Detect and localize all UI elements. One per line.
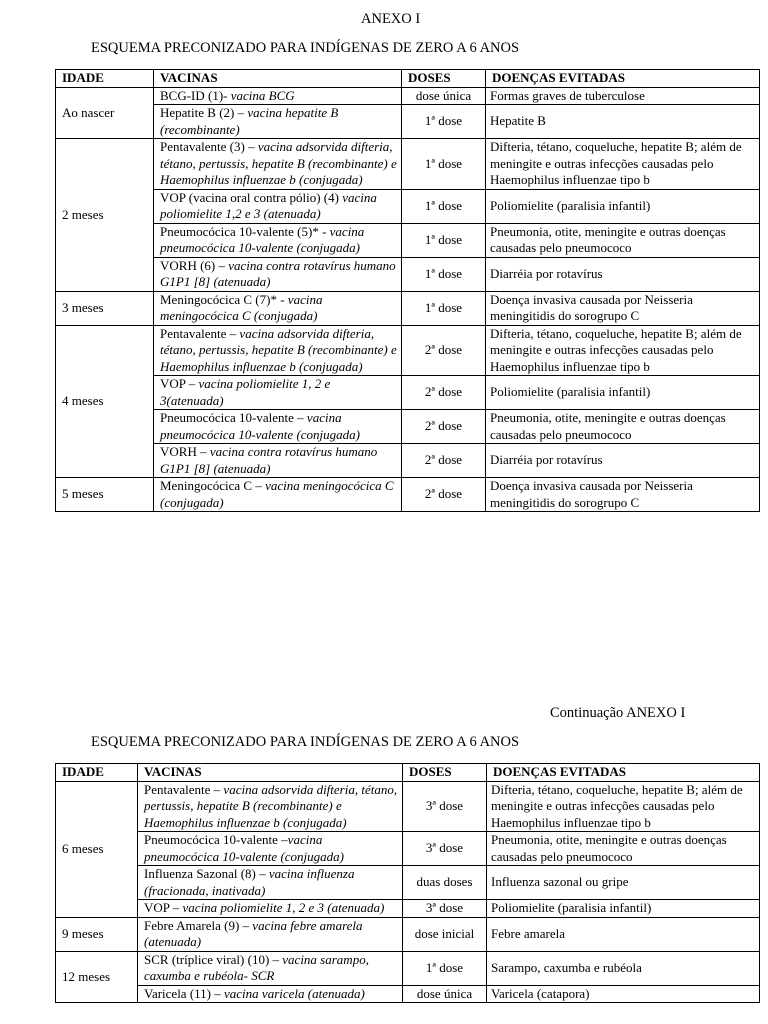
table-row [56,985,760,1003]
age-cell: 4 meses [56,325,154,478]
vaccine-description: vacina sarampo, caxumba e rubéola- SCR [144,951,369,983]
vaccine-name: Meningocócica C – [160,478,266,493]
dose-cell: 3ª dose [403,781,487,832]
diseases-cell: Pneumonia, otite, meningite e outras doenças causadas pelo pneumococo [486,223,760,257]
table-row [56,189,760,223]
vaccine-cell [154,189,402,223]
table-row [56,139,760,190]
vaccine-cell [154,291,402,325]
vaccine-description: vacina febre amarela (atenuada) [144,917,363,949]
vaccine-cell [154,444,402,478]
vaccine-name: SCR (tríplice viral) (10) – [144,951,283,967]
vaccine-description: vacina BCG [230,87,295,103]
table-row [56,376,760,410]
vaccine-name: Pentavalente (3) – [160,139,258,154]
vaccine-name: BCG-ID (1)- [160,87,231,103]
vaccine-description: vacina poliomielite 1, 2 e 3(atenuada) [160,376,331,408]
vaccine-name: Varicela (11) – [144,985,225,1001]
dose-cell: duas doses [403,866,487,900]
vaccine-description: vacina influenza (fracionada, inativada) [144,866,355,898]
dose-cell: 1ª dose [403,951,487,985]
vaccine-description: vacina hepatite B (recombinante) [160,105,339,137]
vaccine-description: vacina pneumocócica 10-valente (conjugada) [144,832,344,864]
diseases-cell: Pneumonia, otite, meningite e outras doenças causadas pelo pneumococo [487,832,760,866]
vaccine-name: Hepatite B (2) – [160,105,248,120]
vaccine-cell [154,325,402,376]
table-row [56,917,760,951]
table-row [56,832,760,866]
diseases-cell: Difteria, tétano, coqueluche, hepatite B; além de meningite e outras infecções causadas pelo Haemophilus influenzae tipo b [486,139,760,190]
table-row [56,478,760,512]
table-row [56,866,760,900]
diseases-cell: Doença invasiva causada por Neisseria meningitidis do sorogrupo C [486,478,760,512]
vaccine-name: Pneumocócica 10-valente – [144,832,288,847]
table-row [56,410,760,444]
vaccine-description: vacina adsorvida difteria, tétano, pertussis, hepatite B (recombinante) e Haemophilus influenzae b (conjugada) [160,139,397,187]
diseases-cell: Difteria, tétano, coqueluche, hepatite B; além de meningite e outras infecções causadas pelo Haemophilus influenzae tipo b [486,325,760,376]
vaccine-name: VOP – [160,376,199,391]
vaccine-description: vacina varicela (atenuada) [224,985,365,1001]
vaccine-name: Meningocócica C (7)* - [160,291,288,307]
diseases-cell: Diarréia por rotavírus [486,257,760,291]
vaccine-cell [154,223,402,257]
table2-heading: ESQUEMA PRECONIZADO PARA INDÍGENAS DE ZERO A 6 ANOS [91,734,520,750]
header-doses: DOSES [403,764,487,782]
table-row [56,781,760,832]
vaccine-description: vacina poliomielite 1, 2 e 3 (atenuada) [182,900,385,915]
header-vacinas: VACINAS [138,764,403,782]
vaccine-description: vacina adsorvida difteria, tétano, pertussis, hepatite B (recombinante) e Haemophilus influenzae b (conjugada) [144,781,398,830]
dose-cell: 1ª dose [402,189,486,223]
dose-cell: 1ª dose [402,291,486,325]
vaccine-name: Pneumocócica 10-valente (5)* - [160,223,330,239]
header-idade: IDADE [56,70,154,88]
diseases-cell: Febre amarela [487,917,760,951]
vaccine-description: vacina adsorvida difteria, tétano, pertussis, hepatite B (recombinante) e Haemophilus influenzae b (conjugada) [160,325,397,374]
table-row [56,325,760,376]
dose-cell: dose única [403,985,487,1003]
table-row [56,951,760,985]
diseases-cell: Varicela (catapora) [487,985,760,1003]
dose-cell: 2ª dose [402,478,486,512]
header-doencas: DOENÇAS EVITADAS [487,764,760,782]
table-row [56,291,760,325]
vaccine-cell [138,781,403,832]
table1-heading: ESQUEMA PRECONIZADO PARA INDÍGENAS DE ZERO A 6 ANOS [91,40,520,56]
vaccine-name: Pentavalente – [144,781,224,797]
diseases-cell: Poliomielite (paralisia infantil) [486,189,760,223]
table-row [56,87,760,105]
vaccine-cell [138,832,403,866]
vaccine-description: vacina contra rotavírus humano G1P1 [8] (atenuada) [160,444,378,476]
dose-cell: 1ª dose [402,257,486,291]
dose-cell: 2ª dose [402,376,486,410]
dose-cell: 3ª dose [403,832,487,866]
vaccine-cell [138,866,403,900]
age-cell: 12 meses [56,951,138,1003]
table-row [56,105,760,139]
header-doencas: DOENÇAS EVITADAS [486,70,760,88]
vaccine-cell [154,376,402,410]
dose-cell: 1ª dose [402,105,486,139]
vaccine-cell [154,105,402,139]
diseases-cell: Influenza sazonal ou gripe [487,866,760,900]
age-cell: 3 meses [56,291,154,325]
age-cell: 5 meses [56,478,154,512]
vaccine-description: vacina meningocócica C (conjugada) [160,291,323,323]
vaccine-name: Pentavalente – [160,325,240,341]
vaccine-name: Pneumocócica 10-valente – [160,410,307,425]
vaccine-cell [138,951,403,985]
vaccine-cell [154,478,402,512]
table-row [56,900,760,918]
schedule-table-1 [55,69,760,512]
vaccine-name: VOP (vacina oral contra pólio) (4) [160,189,343,205]
header-doses: DOSES [402,70,486,88]
dose-cell: 1ª dose [402,223,486,257]
table-row [56,444,760,478]
header-idade: IDADE [56,764,138,782]
vaccine-cell [138,985,403,1003]
diseases-cell: Pneumonia, otite, meningite e outras doenças causadas pelo pneumococo [486,410,760,444]
vaccine-cell [154,410,402,444]
diseases-cell: Difteria, tétano, coqueluche, hepatite B; além de meningite e outras infecções causadas pelo Haemophilus influenzae tipo b [487,781,760,832]
diseases-cell: Poliomielite (paralisia infantil) [486,376,760,410]
diseases-cell: Doença invasiva causada por Neisseria meningitidis do sorogrupo C [486,291,760,325]
vaccine-cell [138,917,403,951]
annex-title: ANEXO I [361,11,421,27]
dose-cell: 1ª dose [402,139,486,190]
vaccine-cell [154,139,402,190]
age-cell: Ao nascer [56,87,154,139]
dose-cell: dose única [402,87,486,105]
table-row [56,223,760,257]
vaccine-cell [154,257,402,291]
vaccine-description: vacina poliomielite 1,2 e 3 (atenuada) [160,189,377,221]
age-cell: 6 meses [56,781,138,917]
table-header-row [56,70,760,88]
dose-cell: 3ª dose [403,900,487,918]
vaccine-name: VORH – [160,444,210,459]
header-vacinas: VACINAS [154,70,402,88]
table-header-row [56,764,760,782]
diseases-cell: Formas graves de tuberculose [486,87,760,105]
vaccine-description: vacina pneumocócica 10-valente (conjugada) [160,223,365,255]
vaccine-cell [154,87,402,105]
continuation-title: Continuação ANEXO I [550,705,686,721]
vaccine-description: vacina contra rotavírus humano G1P1 [8] (atenuada) [160,257,396,289]
dose-cell: 2ª dose [402,410,486,444]
age-cell: 9 meses [56,917,138,951]
age-cell: 2 meses [56,139,154,292]
vaccine-description: vacina pneumocócica 10-valente (conjugada) [160,410,360,442]
table-row [56,257,760,291]
vaccine-cell [138,900,403,918]
dose-cell: 2ª dose [402,325,486,376]
vaccine-name: Influenza Sazonal (8) – [144,866,269,881]
diseases-cell: Diarréia por rotavírus [486,444,760,478]
vaccine-description: vacina meningocócica C (conjugada) [160,478,394,510]
vaccine-name: Febre Amarela (9) – [144,917,253,933]
dose-cell: 2ª dose [402,444,486,478]
vaccine-name: VOP – [144,900,183,915]
diseases-cell: Hepatite B [486,105,760,139]
vaccine-name: VORH (6) – [160,257,229,273]
diseases-cell: Sarampo, caxumba e rubéola [487,951,760,985]
schedule-table-2 [55,763,760,1003]
dose-cell: dose inicial [403,917,487,951]
diseases-cell: Poliomielite (paralisia infantil) [487,900,760,918]
